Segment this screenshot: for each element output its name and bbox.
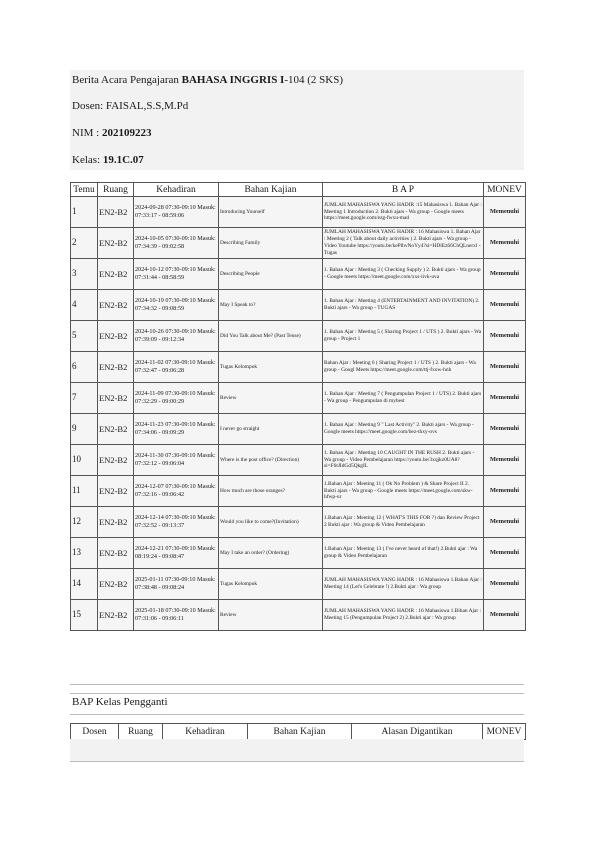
row-room: EN2-B2: [98, 321, 134, 352]
table-row: [71, 507, 526, 538]
nim-label: NIM :: [72, 127, 100, 139]
row-room: EN2-B2: [98, 352, 134, 383]
course-name: BAHASA INGGRIS I: [181, 74, 285, 86]
table-row: [71, 538, 526, 569]
row-number: 10: [71, 445, 98, 476]
row-number: 6: [71, 352, 98, 383]
row-topic: Describing People: [219, 259, 323, 290]
row-topic: Describing Family: [219, 228, 323, 259]
row-number: 4: [71, 290, 98, 321]
row-monev-status: Memenuhi: [484, 445, 526, 476]
nim-value: 202109223: [101, 127, 152, 139]
table-row: [71, 600, 526, 631]
table-row: [71, 259, 526, 290]
table-row: [71, 290, 526, 321]
row-bap: 1. Bahan Ajar : Meeting 4 (ENTERTAINMENT AND INVITATION) 2. Bukti ajars - Wa group - TUGAS: [323, 290, 484, 321]
document-header: [70, 70, 524, 170]
col-header-kehadiran: Kehadiran: [163, 724, 248, 740]
row-monev-status: Memenuhi: [484, 507, 526, 538]
row-monev-status: Memenuhi: [484, 197, 526, 228]
row-topic: May I Speak to?: [219, 290, 323, 321]
row-attendance: 2024-10-19 07:30-09:10 Masuk: 07:34:32 - 09:08:59: [134, 290, 219, 321]
table-row: [71, 476, 526, 507]
row-topic: Where is the post office? (Direction): [219, 445, 323, 476]
row-monev-status: Memenuhi: [484, 383, 526, 414]
row-monev-status: Memenuhi: [484, 259, 526, 290]
replacement-section-title: BAP Kelas Pengganti: [72, 696, 168, 708]
row-monev-status: Memenuhi: [484, 569, 526, 600]
row-number: 3: [71, 259, 98, 290]
row-topic: Would you like to come?(Invitation): [219, 507, 323, 538]
lecturer-line: Dosen: FAISAL,S.S,M.Pd: [72, 100, 189, 112]
table-row: [71, 197, 526, 228]
col-header-bahan-kajian: Bahan Kajian: [219, 183, 323, 197]
row-monev-status: Memenuhi: [484, 476, 526, 507]
col-header-kehadiran: Kehadiran: [134, 183, 219, 197]
row-topic: Tugas Kelompok: [219, 569, 323, 600]
course-suffix: -104 (2 SKS): [284, 74, 344, 86]
row-bap: 1. Bahan Ajar : Meeting 10 CAUGHT IN THE RUSH 2. Bukti ajars - Wa group - Video Pembelajaran https://youtu.be/3xqjkz0UA8?si=F6tJIdGd5QkgIL: [323, 445, 484, 476]
class-value: 19.1C.07: [102, 154, 144, 166]
row-monev-status: Memenuhi: [484, 228, 526, 259]
table-row: [71, 321, 526, 352]
row-number: 11: [71, 476, 98, 507]
col-header-dosen: Dosen: [71, 724, 119, 740]
row-attendance: 2024-11-30 07:30-09:10 Masuk: 07:32:12 - 09:06:04: [134, 445, 219, 476]
replacement-table: [70, 723, 526, 740]
row-attendance: 2024-12-14 07:30-09:10 Masuk: 07:32:52 - 09:13:37: [134, 507, 219, 538]
class-label: Kelas:: [72, 154, 101, 166]
row-room: EN2-B2: [98, 476, 134, 507]
col-header-bap: B A P: [323, 183, 484, 197]
row-number: 14: [71, 569, 98, 600]
row-bap: 1.Bahan Ajar : Meeting 12 ( WHAT'S THIS FOR ?) dan Review Project 2 Bukti ajar : Wa group & Video Pembelajaran: [323, 507, 484, 538]
row-monev-status: Memenuhi: [484, 600, 526, 631]
row-room: EN2-B2: [98, 228, 134, 259]
col-header-temu: Temu: [71, 183, 98, 197]
row-attendance: 2024-12-07 07:30-09:10 Masuk: 07:32:16 - 09:06:42: [134, 476, 219, 507]
row-room: EN2-B2: [98, 383, 134, 414]
row-bap: JUMLAH MAHASISWA YANG HADIR : 16 Mahasiswa 1.Bahan Ajar : Meeting 14 (Let's Celebrate !) 2.Bukti ajar : Wa group: [323, 569, 484, 600]
col-header-monev: MONEV: [483, 724, 526, 740]
row-attendance: 2024-10-12 07:30-09:10 Masuk: 07:31:44 - 08:58:59: [134, 259, 219, 290]
replacement-table-header: [71, 724, 526, 740]
row-attendance: 2024-11-02 07:30-09:10 Masuk: 07:32:47 - 09:06:28: [134, 352, 219, 383]
row-bap: 1.Bahan Ajar : Meeting 13 ( I've never heard of that!) 2.Bukti ajar : Wa group & Video Pembelajaran: [323, 538, 484, 569]
row-monev-status: Memenuhi: [484, 352, 526, 383]
row-number: 9: [71, 414, 98, 445]
row-room: EN2-B2: [98, 569, 134, 600]
row-monev-status: Memenuhi: [484, 538, 526, 569]
row-bap: 1.Bahan Ajar : Meeting 11 ( Ok No Problem ) & Share Project II 2. Bukti ajars - Wa group - Google meets https://meet.google.com/skw-hfwp-ur: [323, 476, 484, 507]
row-number: 2: [71, 228, 98, 259]
row-topic: Introducing Yourself: [219, 197, 323, 228]
row-bap: 1. Bahan Ajar : Meeting 3 ( Checking Supply ) 2. Bukti ajars - Wa group - Google meets https://meet.google.com/xxs-iivk-uva: [323, 259, 484, 290]
row-bap: 1. Bahan Ajar : Meeting 9 " Last Activity" 2. Bukti ajars - Wa group - Google meets https://meet.google.com/bez-thxy-ovs: [323, 414, 484, 445]
row-attendance: 2024-12-21 07:30-09:10 Masuk: 08:19:24 - 09:08:47: [134, 538, 219, 569]
row-room: EN2-B2: [98, 507, 134, 538]
row-bap: 1. Bahan Ajar : Meeting 7 ( Pengumpulan Project 1 / UTS) 2. Bukti ajars - Wa group - Pengumpulan di mybest: [323, 383, 484, 414]
nim-line: [72, 127, 151, 139]
row-topic: Review: [219, 383, 323, 414]
row-room: EN2-B2: [98, 414, 134, 445]
table-row: [71, 352, 526, 383]
row-monev-status: Memenuhi: [484, 290, 526, 321]
row-topic: I never go straight: [219, 414, 323, 445]
row-number: 1: [71, 197, 98, 228]
row-room: EN2-B2: [98, 290, 134, 321]
row-monev-status: Memenuhi: [484, 321, 526, 352]
col-header-alasan-digantikan: Alasan Digantikan: [352, 724, 483, 740]
table-row: [71, 228, 526, 259]
col-header-bahan-kajian: Bahan Kajian: [248, 724, 352, 740]
row-attendance: 2024-11-23 07:30-09:10 Masuk: 07:34:06 - 09:09:29: [134, 414, 219, 445]
class-line: [72, 154, 144, 166]
col-header-monev: MONEV: [484, 183, 526, 197]
row-attendance: 2024-09-28 07:30-09:10 Masuk: 07:33:17 - 08:59:06: [134, 197, 219, 228]
row-monev-status: Memenuhi: [484, 414, 526, 445]
row-bap: Bahan Ajar : Meeting 6 ( Sharing Project 1 / UTS ) 2. Bukti ajars - Wa group - Googl Meets https://meet.google.com/ttj-fxow-hnh: [323, 352, 484, 383]
row-bap: JUMLAH MAHASISWA YANG HADIR : 16 Mahasiswa 1.Bihan Ajar : Meeting 15 (Pengumpulan Project 2) 2.Bukti ajar : Wa group: [323, 600, 484, 631]
row-bap: JUMLAH MAHASISWA YANG HADIR :15 Mahasiswa 1. Bahan Ajar : Meeting 1 Introduction 2. Bukti ajars - Wa group - Google meets https://meet.google.com/ezg-fwxu-mad: [323, 197, 484, 228]
row-room: EN2-B2: [98, 445, 134, 476]
row-room: EN2-B2: [98, 259, 134, 290]
row-room: EN2-B2: [98, 197, 134, 228]
row-attendance: 2024-10-26 07:30-09:10 Masuk: 07:39:09 - 09:12:34: [134, 321, 219, 352]
row-number: 7: [71, 383, 98, 414]
document-title: [72, 74, 343, 86]
replacement-table-empty: [70, 739, 524, 762]
col-header-ruang: Ruang: [119, 724, 163, 740]
row-topic: Did You Talk about Me? (Past Tense): [219, 321, 323, 352]
row-room: EN2-B2: [98, 600, 134, 631]
row-number: 13: [71, 538, 98, 569]
row-attendance: 2024-11-09 07:30-09:10 Masuk: 07:32:29 - 09:00:29: [134, 383, 219, 414]
table-row: [71, 569, 526, 600]
row-bap: JUMLAH MAHASISWA YANG HADIR : 16 Mahasiswa 1. Bahan Ajar : Meeting 2 ( Talk about daily activities ) 2. Bukti ajars - Wa group - Video Youtube https://youtu.be/kePlhvNoYy4?si=HDlEz66ChQLnerxl - Tugas: [323, 228, 484, 259]
table-row: [71, 414, 526, 445]
section-divider: [70, 684, 524, 685]
title-prefix: Berita Acara Pengajaran: [72, 74, 179, 86]
row-attendance: 2024-10-05 07:30-09:10 Masuk: 07:34:39 - 09:02:58: [134, 228, 219, 259]
table-row: [71, 383, 526, 414]
table-row: [71, 445, 526, 476]
row-attendance: 2025-01-18 07:30-09:10 Masuk: 07:31:06 - 09:06:11: [134, 600, 219, 631]
row-room: EN2-B2: [98, 538, 134, 569]
row-topic: How much are those oranges?: [219, 476, 323, 507]
row-bap: 1. Bahan Ajar : Meeting 5 ( Sharing Project 1 / UTS ) 2. Bukti ajars - Wa group - Project 1: [323, 321, 484, 352]
row-topic: May I take an order? (Ordering): [219, 538, 323, 569]
row-number: 12: [71, 507, 98, 538]
row-number: 5: [71, 321, 98, 352]
row-attendance: 2025-01-11 07:30-09:10 Masuk: 07:38:48 - 09:08:24: [134, 569, 219, 600]
bap-table-header: [71, 183, 526, 197]
row-number: 15: [71, 600, 98, 631]
section-divider: [70, 714, 524, 715]
col-header-ruang: Ruang: [98, 183, 134, 197]
bap-table: [70, 182, 526, 631]
section-divider: [70, 693, 524, 694]
row-topic: Review: [219, 600, 323, 631]
row-topic: Tugas Kelompok: [219, 352, 323, 383]
